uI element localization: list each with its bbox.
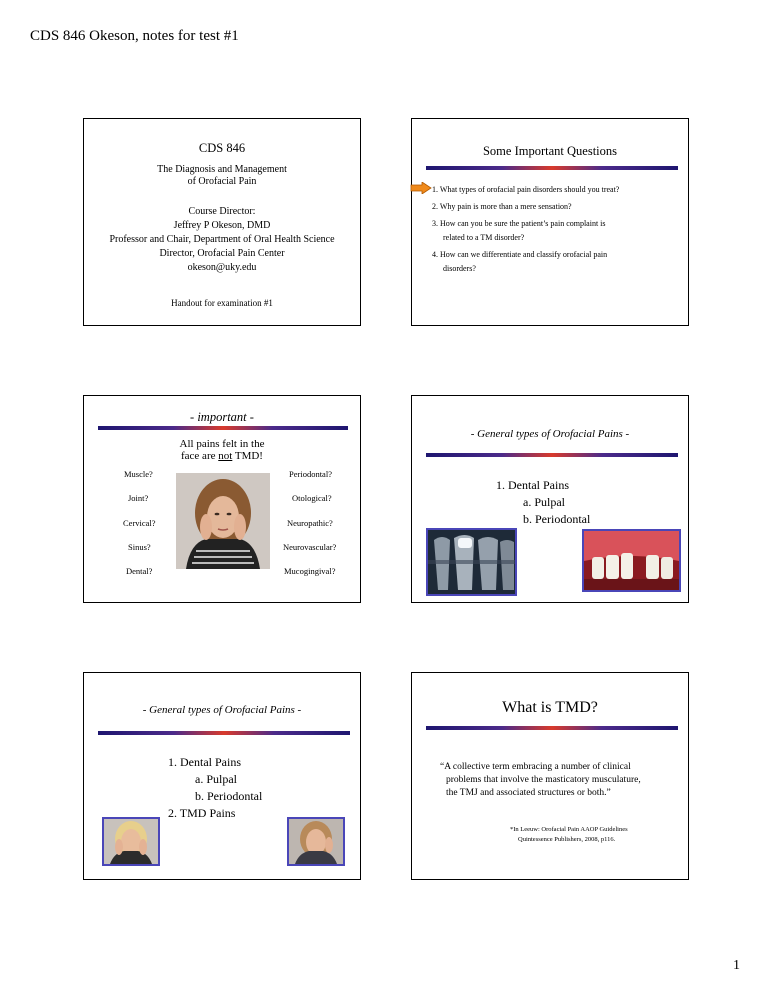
intro-line: All pains felt in the [179, 438, 265, 450]
arrow-right-icon [410, 182, 432, 194]
questions-list [432, 183, 619, 276]
intro-post: TMD! [232, 450, 263, 462]
pain-types-list [496, 477, 590, 528]
list-item: 1. Dental Pains [168, 755, 241, 769]
citation [510, 825, 628, 845]
pain-label-left: Muscle? [124, 469, 153, 479]
slide-subtitle [84, 164, 360, 188]
list-subitem: b. Periodontal [195, 789, 263, 803]
slide-title: - General types of Orofacial Pains - [142, 704, 302, 716]
pain-label-left: Cervical? [123, 518, 156, 528]
intro-line [84, 450, 360, 462]
citation-line: *In Leeuw: Orofacial Pain AAOP Guidelines [510, 826, 628, 833]
director-label: Course Director: [188, 206, 256, 217]
slide-what-is-tmd [411, 672, 689, 880]
handout-note: Handout for examination #1 [171, 298, 273, 308]
pain-label-left: Sinus? [128, 542, 151, 552]
list-item: 2. TMD Pains [168, 806, 236, 820]
list-subitem: a. Pulpal [523, 495, 565, 509]
intro-pre: face are [181, 450, 219, 462]
list-item: 1. Dental Pains [496, 478, 569, 492]
question-item-continued: related to a TM disorder? [443, 233, 525, 242]
title-rule [98, 731, 350, 735]
woman-face-pain-photo [176, 473, 270, 569]
title-rule [98, 426, 348, 430]
slide-title: - General types of Orofacial Pains - [470, 428, 630, 440]
slide-title: Some Important Questions [482, 144, 617, 158]
dental-xray-image [426, 528, 517, 596]
director-name: Jeffrey P Okeson, DMD [173, 220, 271, 231]
slide-course-intro [83, 118, 361, 326]
pain-label-left: Dental? [126, 566, 153, 576]
director-email: okeson@uky.edu [187, 262, 257, 273]
question-item: 4. How can we differentiate and classify orofacial pain [432, 250, 608, 259]
quote-line: the TMJ and associated structures or both.” [446, 788, 611, 798]
title-rule [426, 726, 678, 730]
course-director-block [84, 205, 360, 275]
slide-title: CDS 846 [198, 141, 246, 155]
subtitle-line: of Orofacial Pain [187, 176, 257, 187]
intro-text [84, 438, 360, 462]
pain-label-left: Joint? [128, 493, 149, 503]
slide-important-questions [411, 118, 689, 326]
question-item: 2. Why pain is more than a mere sensation? [432, 202, 572, 211]
list-subitem: a. Pulpal [195, 772, 237, 786]
tmd-definition-quote [440, 761, 641, 800]
question-item: 3. How can you be sure the patient’s pain complaint is [432, 219, 606, 228]
pain-label-right: Neurovascular? [283, 542, 337, 552]
director-title: Professor and Chair, Department of Oral Health Science [109, 234, 335, 245]
list-subitem: b. Periodontal [523, 512, 591, 526]
question-item-continued: disorders? [443, 264, 476, 273]
intro-emphasis: not [218, 450, 233, 462]
slide-dental-pains [411, 395, 689, 603]
pain-label-right: Otological? [292, 493, 332, 503]
slide-title: - important - [190, 410, 254, 424]
page-number: 1 [733, 958, 740, 973]
pain-types-list [168, 754, 262, 822]
page-header: CDS 846 Okeson, notes for test #1 [30, 28, 239, 44]
subtitle-line: The Diagnosis and Management [157, 164, 287, 175]
pain-label-right: Periodontal? [289, 469, 332, 479]
question-item: 1. What types of orofacial pain disorders should you treat? [432, 185, 620, 194]
quote-line: problems that involve the masticatory musculature, [446, 775, 641, 785]
title-rule [426, 453, 678, 457]
periodontal-gum-photo [582, 529, 681, 592]
slide-tmd-pains [83, 672, 361, 880]
quote-line: “A collective term embracing a number of clinical [440, 762, 631, 772]
slide-title: What is TMD? [502, 699, 598, 716]
citation-line: Quintessence Publishers, 2008, p116. [518, 836, 616, 843]
woman-jaw-pain-photo [102, 817, 160, 866]
pain-label-right: Mucogingival? [284, 566, 336, 576]
director-title: Director, Orofacial Pain Center [159, 248, 285, 259]
woman-jaw-pain-photo [287, 817, 345, 866]
slide-important-not-tmd [83, 395, 361, 603]
pain-label-right: Neuropathic? [287, 518, 333, 528]
title-rule [426, 166, 678, 170]
